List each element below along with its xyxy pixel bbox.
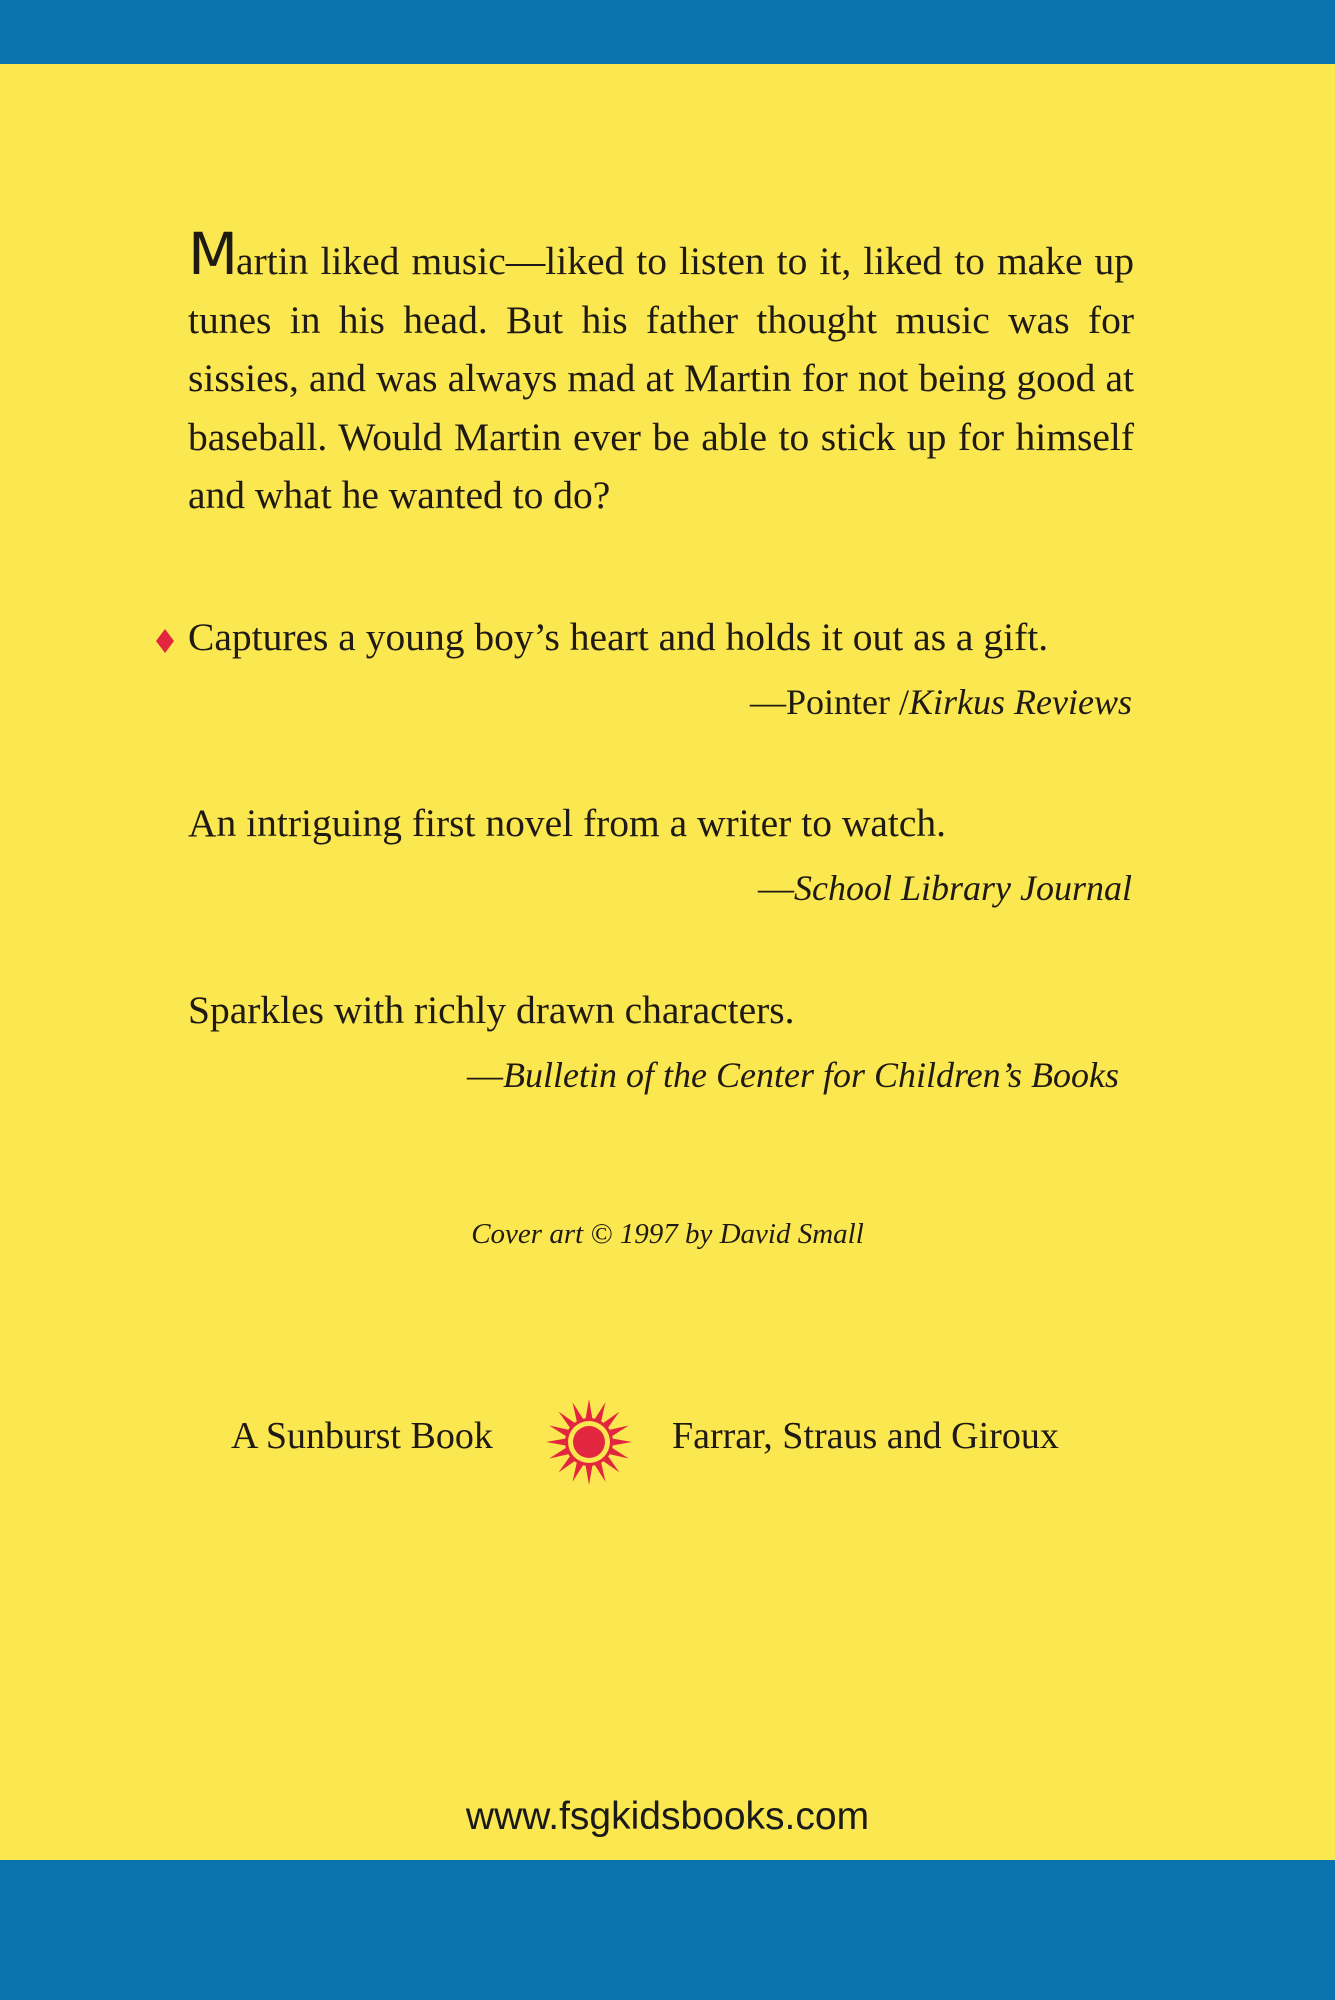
sun-ray <box>546 1438 567 1445</box>
review-source-2-name: School Library Journal <box>794 868 1132 908</box>
review-source-1-name: Kirkus Reviews <box>909 682 1132 722</box>
website-url: www.fsgkidsbooks.com <box>465 1795 870 1838</box>
sunburst-icon <box>544 1397 634 1487</box>
bottom-blue-band <box>0 1860 1335 2000</box>
publisher-name: Farrar, Straus and Giroux <box>672 1415 1059 1457</box>
review-source-3-prefix: — <box>467 1055 504 1095</box>
sun-ray <box>611 1438 632 1445</box>
review-quote-2: An intriguing first novel from a writer to watch. <box>188 801 947 845</box>
review-quote-1: Captures a young boy’s heart and holds it out as a gift. <box>188 615 1049 659</box>
review-source-1-prefix: —Pointer / <box>750 682 910 722</box>
imprint-name: A Sunburst Book <box>231 1415 493 1457</box>
blurb-paragraph <box>188 220 1134 525</box>
review-source-2-prefix: — <box>758 868 794 908</box>
top-blue-band <box>0 0 1335 64</box>
review-source-2 <box>758 866 1132 910</box>
blurb-text: artin liked music—liked to listen to it, liked to make up tunes in his head. But his father thought music was for sissies, and was always mad at Martin for not being good at baseball. Would Martin ever be able to stick up for himself and what he wanted to do? <box>188 239 1134 517</box>
sun-ray <box>585 1399 592 1420</box>
review-source-1 <box>750 680 1132 724</box>
review-source-3 <box>467 1053 1119 1097</box>
diamond-shape <box>156 629 174 653</box>
review-quote-3: Sparkles with richly drawn characters. <box>188 988 795 1032</box>
drop-cap: M <box>188 220 237 288</box>
cover-art-credit: Cover art © 1997 by David Small <box>471 1218 864 1250</box>
review-source-3-name: Bulletin of the Center for Children’s Books <box>503 1055 1119 1095</box>
diamond-star-icon <box>154 621 176 661</box>
sun-core <box>573 1426 605 1458</box>
sun-ray <box>585 1464 592 1485</box>
